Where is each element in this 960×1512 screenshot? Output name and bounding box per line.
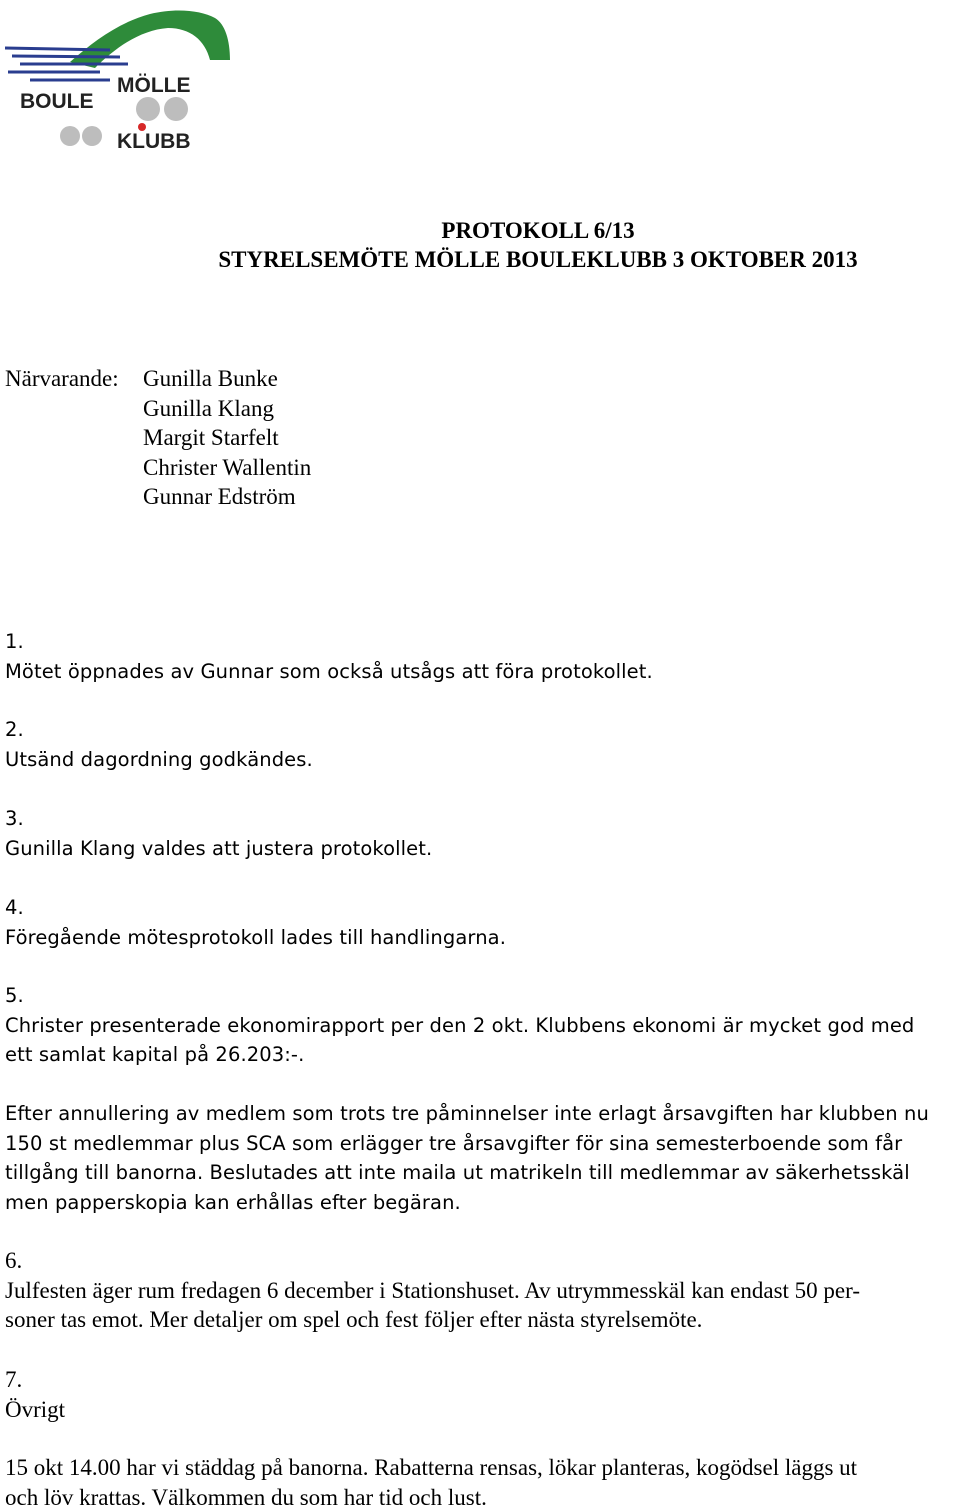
item-text: tillgång till banorna. Beslutades att inte maila ut matrikeln till medlemmar av säkerhetsskäl (5, 1158, 957, 1188)
attendee-row (5, 394, 311, 424)
agenda-item-5-paragraph (5, 1099, 957, 1217)
item-number: 5. (5, 981, 957, 1011)
item-text: soner tas emot. Mer detaljer om spel och fest följer efter nästa styrelsemöte. (5, 1305, 957, 1335)
item-text: Utsänd dagordning godkändes. (5, 745, 957, 775)
item-number: 3. (5, 804, 957, 834)
attendees-label: Närvarande: (5, 364, 143, 394)
item-number: 4. (5, 893, 957, 923)
title-line-1: PROTOKOLL 6/13 (0, 216, 960, 245)
item-number: 2. (5, 715, 957, 745)
item-text: Julfesten äger rum fredagen 6 december i Stationshuset. Av utrymmesskäl kan endast 50 per- (5, 1276, 957, 1306)
item-text: Gunilla Klang valdes att justera protokollet. (5, 834, 957, 864)
item-number: 1. (5, 627, 957, 657)
item-number: 7. (5, 1365, 957, 1395)
agenda-item-4 (5, 893, 957, 952)
logo-word-molle: MÖLLE (117, 74, 191, 97)
item-text: Christer presenterade ekonomirapport per den 2 okt. Klubbens ekonomi är mycket god med (5, 1011, 957, 1041)
attendee-row (5, 482, 311, 512)
item-number: 6. (5, 1246, 957, 1276)
item-text: och löv krattas. Välkommen du som har tid och lust. (5, 1483, 957, 1512)
agenda-item-2 (5, 715, 957, 774)
item-text: ett samlat kapital på 26.203:-. (5, 1040, 957, 1070)
attendee-row (5, 364, 311, 394)
item-text: Mötet öppnades av Gunnar som också utsågs att föra protokollet. (5, 657, 957, 687)
item-text: Efter annullering av medlem som trots tre påminnelser inte erlagt årsavgiften har klubben nu (5, 1099, 957, 1129)
attendee-name: Gunilla Klang (143, 394, 274, 424)
logo-word-klubb: KLUBB (117, 130, 191, 153)
attendees-list (5, 364, 311, 512)
agenda-item-1 (5, 627, 957, 686)
attendee-name: Gunilla Bunke (143, 364, 278, 394)
document-title (0, 216, 960, 274)
item-text: Föregående mötesprotokoll lades till handlingarna. (5, 923, 957, 953)
agenda-item-3 (5, 804, 957, 863)
item-text: Övrigt (5, 1395, 957, 1425)
attendee-name: Christer Wallentin (143, 453, 311, 483)
item-text: men papperskopia kan erhållas efter begäran. (5, 1188, 957, 1218)
agenda-item-7-paragraph (5, 1453, 957, 1512)
agenda-item-6 (5, 1246, 957, 1335)
agenda-item-7 (5, 1365, 957, 1424)
attendee-row (5, 423, 311, 453)
logo-word-boule: BOULE (20, 90, 94, 113)
item-text: 150 st medlemmar plus SCA som erlägger tre årsavgifter för sina semesterboende som får (5, 1129, 957, 1159)
item-text: 15 okt 14.00 har vi städdag på banorna. Rabatterna rensas, lökar planteras, kogödsel läggs ut (5, 1453, 957, 1483)
title-line-2: STYRELSEMÖTE MÖLLE BOULEKLUBB 3 OKTOBER 2013 (0, 245, 960, 274)
attendee-row (5, 453, 311, 483)
club-logo (0, 0, 240, 160)
attendee-name: Gunnar Edström (143, 482, 296, 512)
logo-hills (70, 11, 230, 68)
agenda-item-5 (5, 981, 957, 1070)
attendee-name: Margit Starfelt (143, 423, 279, 453)
